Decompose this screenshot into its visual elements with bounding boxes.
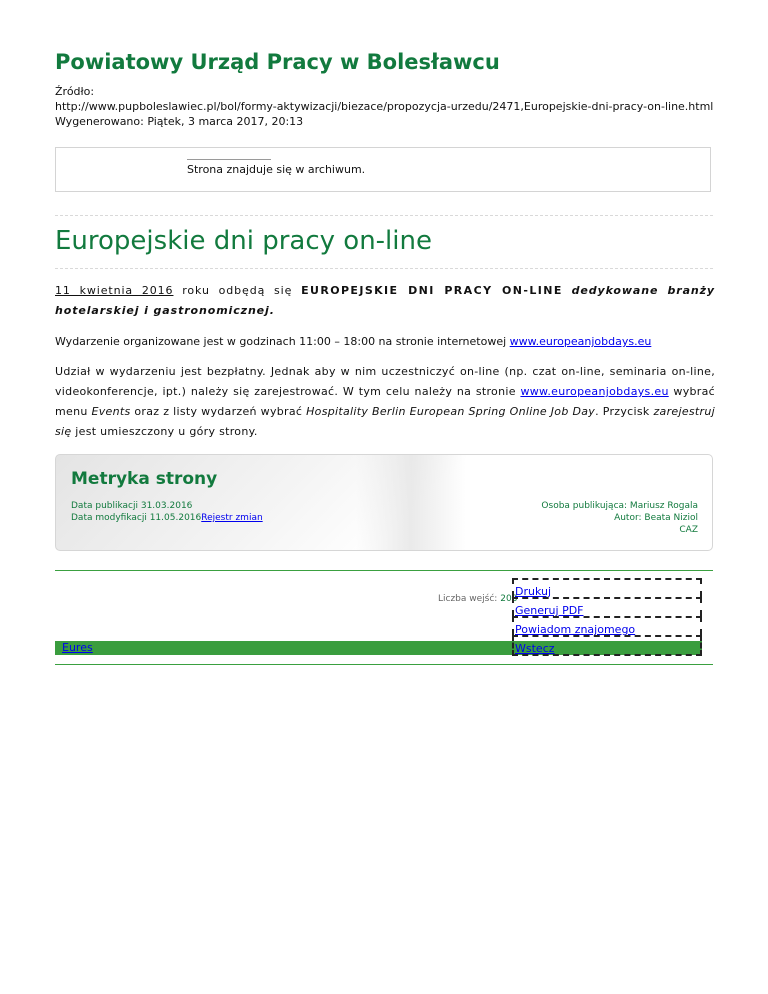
europeanjobdays-link-2[interactable]: www.europeanjobdays.eu bbox=[520, 385, 669, 398]
page-title: Europejskie dni pracy on-line bbox=[55, 226, 432, 256]
site-title: Powiatowy Urząd Pracy w Bolesławcu bbox=[55, 50, 500, 74]
title-divider-bottom bbox=[55, 268, 713, 269]
footer-divider-top bbox=[55, 570, 713, 571]
source-url: http://www.pupboleslawiec.pl/bol/formy-aktywizacji/biezace/propozycja-urzedu/2471,Europejskie-dni-pracy-on-line.html bbox=[55, 100, 714, 113]
source-info bbox=[55, 84, 713, 129]
pdf-action bbox=[512, 597, 702, 616]
footer-divider-bottom bbox=[55, 664, 713, 665]
visit-counter: Liczba wejść: 208 bbox=[438, 594, 518, 604]
generated-date: Wygenerowano: Piątek, 3 marca 2017, 20:13 bbox=[55, 115, 304, 128]
event-date: 11 kwietnia 2016 bbox=[55, 284, 174, 297]
article-paragraph-2: Wydarzenie organizowane jest w godzinach 11:00 – 18:00 na stronie internetowej www.europeanjobdays.eu bbox=[55, 335, 652, 348]
event-topic: dedykowane branży hotelarskiej i gastronomicznej. bbox=[55, 284, 715, 317]
page-metadata-box bbox=[55, 454, 713, 551]
modification-row bbox=[71, 512, 263, 524]
article-paragraph-3: Udział w wydarzeniu jest bezpłatny. Jednak aby w nim uczestniczyć on-line (np. czat on-line, seminaria on-line, videokonferencje, ipt.) należy się zarejestrować. W tym celu należy na stronie www.europeanjobdays.eu wybrać menu Events oraz z listy wydarzeń wybrać Hospitality Berlin European Spring Online Job Day. Przycisk zarejestruj się jest umieszczony u góry strony. bbox=[55, 365, 715, 438]
publisher: Osoba publikująca: Mariusz Rogala bbox=[541, 501, 698, 511]
archive-divider bbox=[187, 159, 271, 160]
metadata-title: Metryka strony bbox=[71, 469, 218, 489]
europeanjobdays-link[interactable]: www.europeanjobdays.eu bbox=[509, 335, 652, 348]
unit: CAZ bbox=[679, 525, 698, 535]
eures-link[interactable]: Eures bbox=[62, 641, 93, 654]
archive-notice-box bbox=[55, 147, 711, 192]
publication-date: Data publikacji 31.03.2016 bbox=[71, 501, 193, 511]
modification-date: Data modyfikacji 11.05.2016 bbox=[71, 513, 202, 523]
back-link[interactable]: Wstecz bbox=[515, 642, 555, 655]
print-link[interactable]: Drukuj bbox=[515, 585, 552, 598]
page-actions bbox=[512, 578, 702, 656]
archive-notice: Strona znajduje się w archiwum. bbox=[187, 163, 366, 176]
author: Autor: Beata Niziol bbox=[614, 513, 698, 523]
title-divider-top bbox=[55, 215, 713, 216]
notify-action bbox=[512, 616, 702, 635]
print-action bbox=[512, 578, 702, 597]
visit-count: 208 bbox=[500, 594, 518, 604]
metadata-dates bbox=[71, 500, 263, 524]
article-body bbox=[55, 281, 715, 442]
event-name: EUROPEJSKIE DNI PRACY ON-LINE bbox=[301, 284, 563, 297]
article-paragraph-1: 11 kwietnia 2016 roku odbędą się EUROPEJSKIE DNI PRACY ON-LINE dedykowane branży hotelarskiej i gastronomicznej. bbox=[55, 284, 715, 317]
change-log-link[interactable]: Rejestr zmian bbox=[201, 513, 263, 523]
source-label: Źródło: bbox=[55, 85, 95, 98]
notify-friend-link[interactable]: Powiadom znajomego bbox=[515, 623, 636, 636]
metadata-authors bbox=[541, 500, 698, 536]
generate-pdf-link[interactable]: Generuj PDF bbox=[515, 604, 584, 617]
back-action bbox=[512, 635, 702, 656]
